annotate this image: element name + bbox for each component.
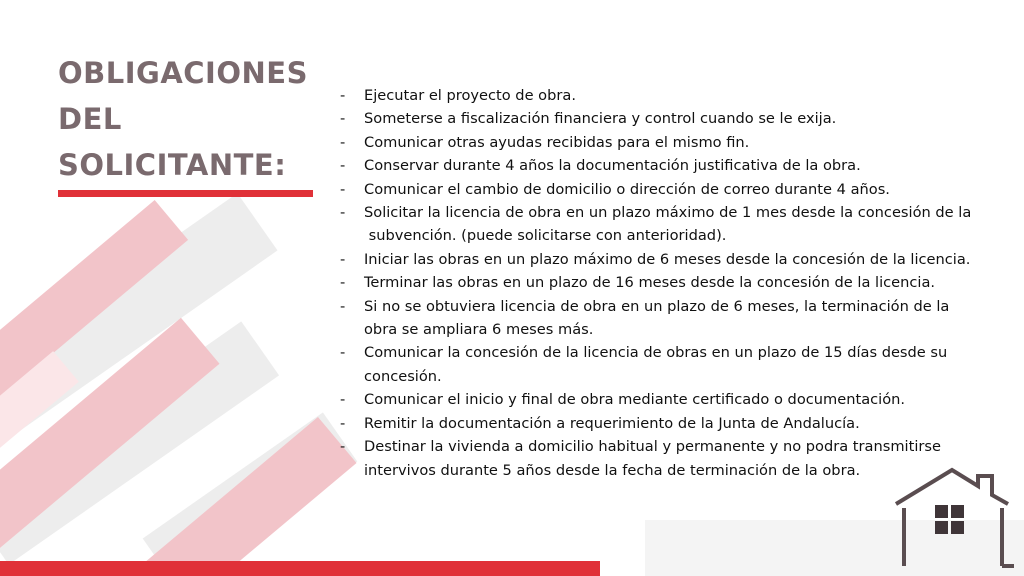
list-item-text: Ejecutar el proyecto de obra. [364,87,576,104]
list-item [338,271,1008,294]
house-icon [890,466,1014,570]
list-item-text: Terminar las obras en un plazo de 16 meses desde la concesión de la licencia. [364,274,936,292]
obligations-list [338,84,1008,482]
list-item [338,131,1008,154]
bullet-dash: - [340,414,346,432]
list-item [338,341,1008,388]
list-item-text: Comunicar el cambio de domicilio o dirección de correo durante 4 años. [364,180,890,198]
bullet-dash: - [340,297,346,315]
list-item-text: Iniciar las obras en un plazo máximo de 6 meses desde la concesión de la licencia. [364,250,971,268]
bullet-dash: - [340,204,346,222]
title-line: OBLIGACIONES [58,56,308,90]
bullet-dash: - [340,180,346,198]
bullet-dash: - [340,344,346,362]
list-item-text: Comunicar la concesión de la licencia de obras en un plazo de 15 días desde su concesión. [364,344,948,385]
list-item [338,248,1008,271]
list-item [338,295,1008,342]
list-item [338,84,1008,107]
list-item [338,178,1008,201]
title-underline [58,190,313,197]
page-title [58,50,318,188]
bullet-dash: - [340,110,346,128]
list-item-text: Comunicar otras ayudas recibidas para el mismo fin. [364,133,750,151]
title-line: SOLICITANTE: [58,148,287,182]
bottom-accent-bar [0,561,600,576]
bullet-dash: - [340,274,346,292]
bullet-dash: - [340,157,346,175]
bullet-dash: - [340,438,346,456]
list-item-text: Comunicar el inicio y final de obra mediante certificado o documentación. [364,391,906,409]
list-item [338,388,1008,411]
bullet-dash: - [340,391,346,409]
list-item-text: Someterse a fiscalización financiera y control cuando se le exija. [364,110,837,128]
title-line: DEL [58,102,122,136]
list-item [338,154,1008,177]
list-item-text: Conservar durante 4 años la documentación justificativa de la obra. [364,157,861,175]
bullet-dash: - [340,87,346,104]
list-item [338,201,1008,248]
list-item [338,107,1008,130]
bullet-dash: - [340,250,346,268]
list-item-text: Remitir la documentación a requerimiento de la Junta de Andalucía. [364,414,860,432]
list-item-text: Destinar la vivienda a domicilio habitual y permanente y no podra transmitirse intervivos durante 5 años desde la fecha de terminación de la obra. [364,438,941,479]
list-item-text: Si no se obtuviera licencia de obra en un plazo de 6 meses, la terminación de la obra se ampliara 6 meses más. [364,297,950,339]
bullet-dash: - [340,133,346,151]
list-item [338,412,1008,435]
list-item-text: Solicitar la licencia de obra en un plazo máximo de 1 mes desde la concesión de la subvención. (puede solicitarse con anterioridad). [364,204,972,245]
